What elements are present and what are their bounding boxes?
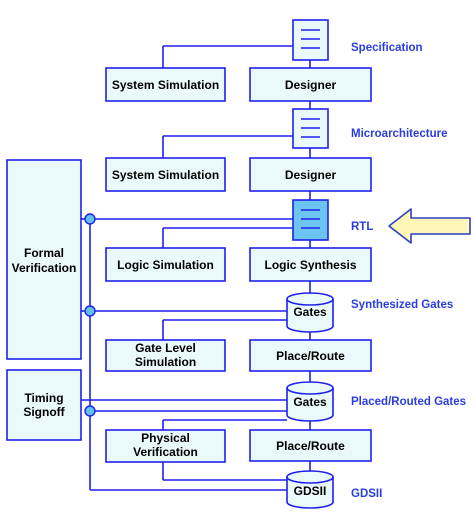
logic-synthesis-label: Logic Synthesis xyxy=(264,258,357,272)
stage-label-synthesized-gates: Synthesized Gates xyxy=(351,299,454,311)
gates-cylinder-2 xyxy=(287,382,333,421)
rtl-document-icon xyxy=(293,200,328,240)
gate-level-simulation-label-line1: Gate Level xyxy=(135,341,196,355)
formal-verification-label-line2: Verification xyxy=(11,261,77,275)
formal-verification-label-line1: Formal xyxy=(23,246,65,260)
stage-label-specification: Specification xyxy=(351,42,423,54)
place-route-label: Place/Route xyxy=(276,439,345,453)
designer-label: Designer xyxy=(284,78,337,92)
stage-label-microarchitecture: Microarchitecture xyxy=(351,128,448,140)
gates-cylinder-1 xyxy=(287,293,333,332)
physical-verification-label-line2: Verification xyxy=(133,445,198,459)
stage-label-gdsii: GDSII xyxy=(351,488,383,500)
place-route-label: Place/Route xyxy=(276,349,345,363)
junction-dot xyxy=(85,214,95,224)
gates-cylinder-label: Gates xyxy=(293,305,327,319)
rtl-pointer-arrow-icon xyxy=(389,209,470,243)
stage-label-rtl: RTL xyxy=(351,221,374,233)
timing-signoff-label-line2: Signoff xyxy=(23,405,65,419)
junction-dot xyxy=(85,406,95,416)
system-simulation-label: System Simulation xyxy=(111,78,220,92)
microarchitecture-document-icon xyxy=(293,109,328,148)
junction-dot xyxy=(85,306,95,316)
physical-verification-label-line1: Physical xyxy=(141,431,190,445)
timing-signoff-label-line1: Timing xyxy=(24,391,64,405)
specification-document-icon xyxy=(293,20,328,60)
designer-label: Designer xyxy=(284,168,337,182)
gdsii-cylinder-label: GDSII xyxy=(293,484,327,498)
gdsii-cylinder xyxy=(287,471,333,508)
gate-level-simulation-label-line2: Simulation xyxy=(134,355,197,369)
gates-cylinder-label: Gates xyxy=(293,395,327,409)
system-simulation-label: System Simulation xyxy=(111,168,220,182)
logic-simulation-label: Logic Simulation xyxy=(117,258,214,272)
stage-label-placed-routed-gates: Placed/Routed Gates xyxy=(351,396,467,408)
